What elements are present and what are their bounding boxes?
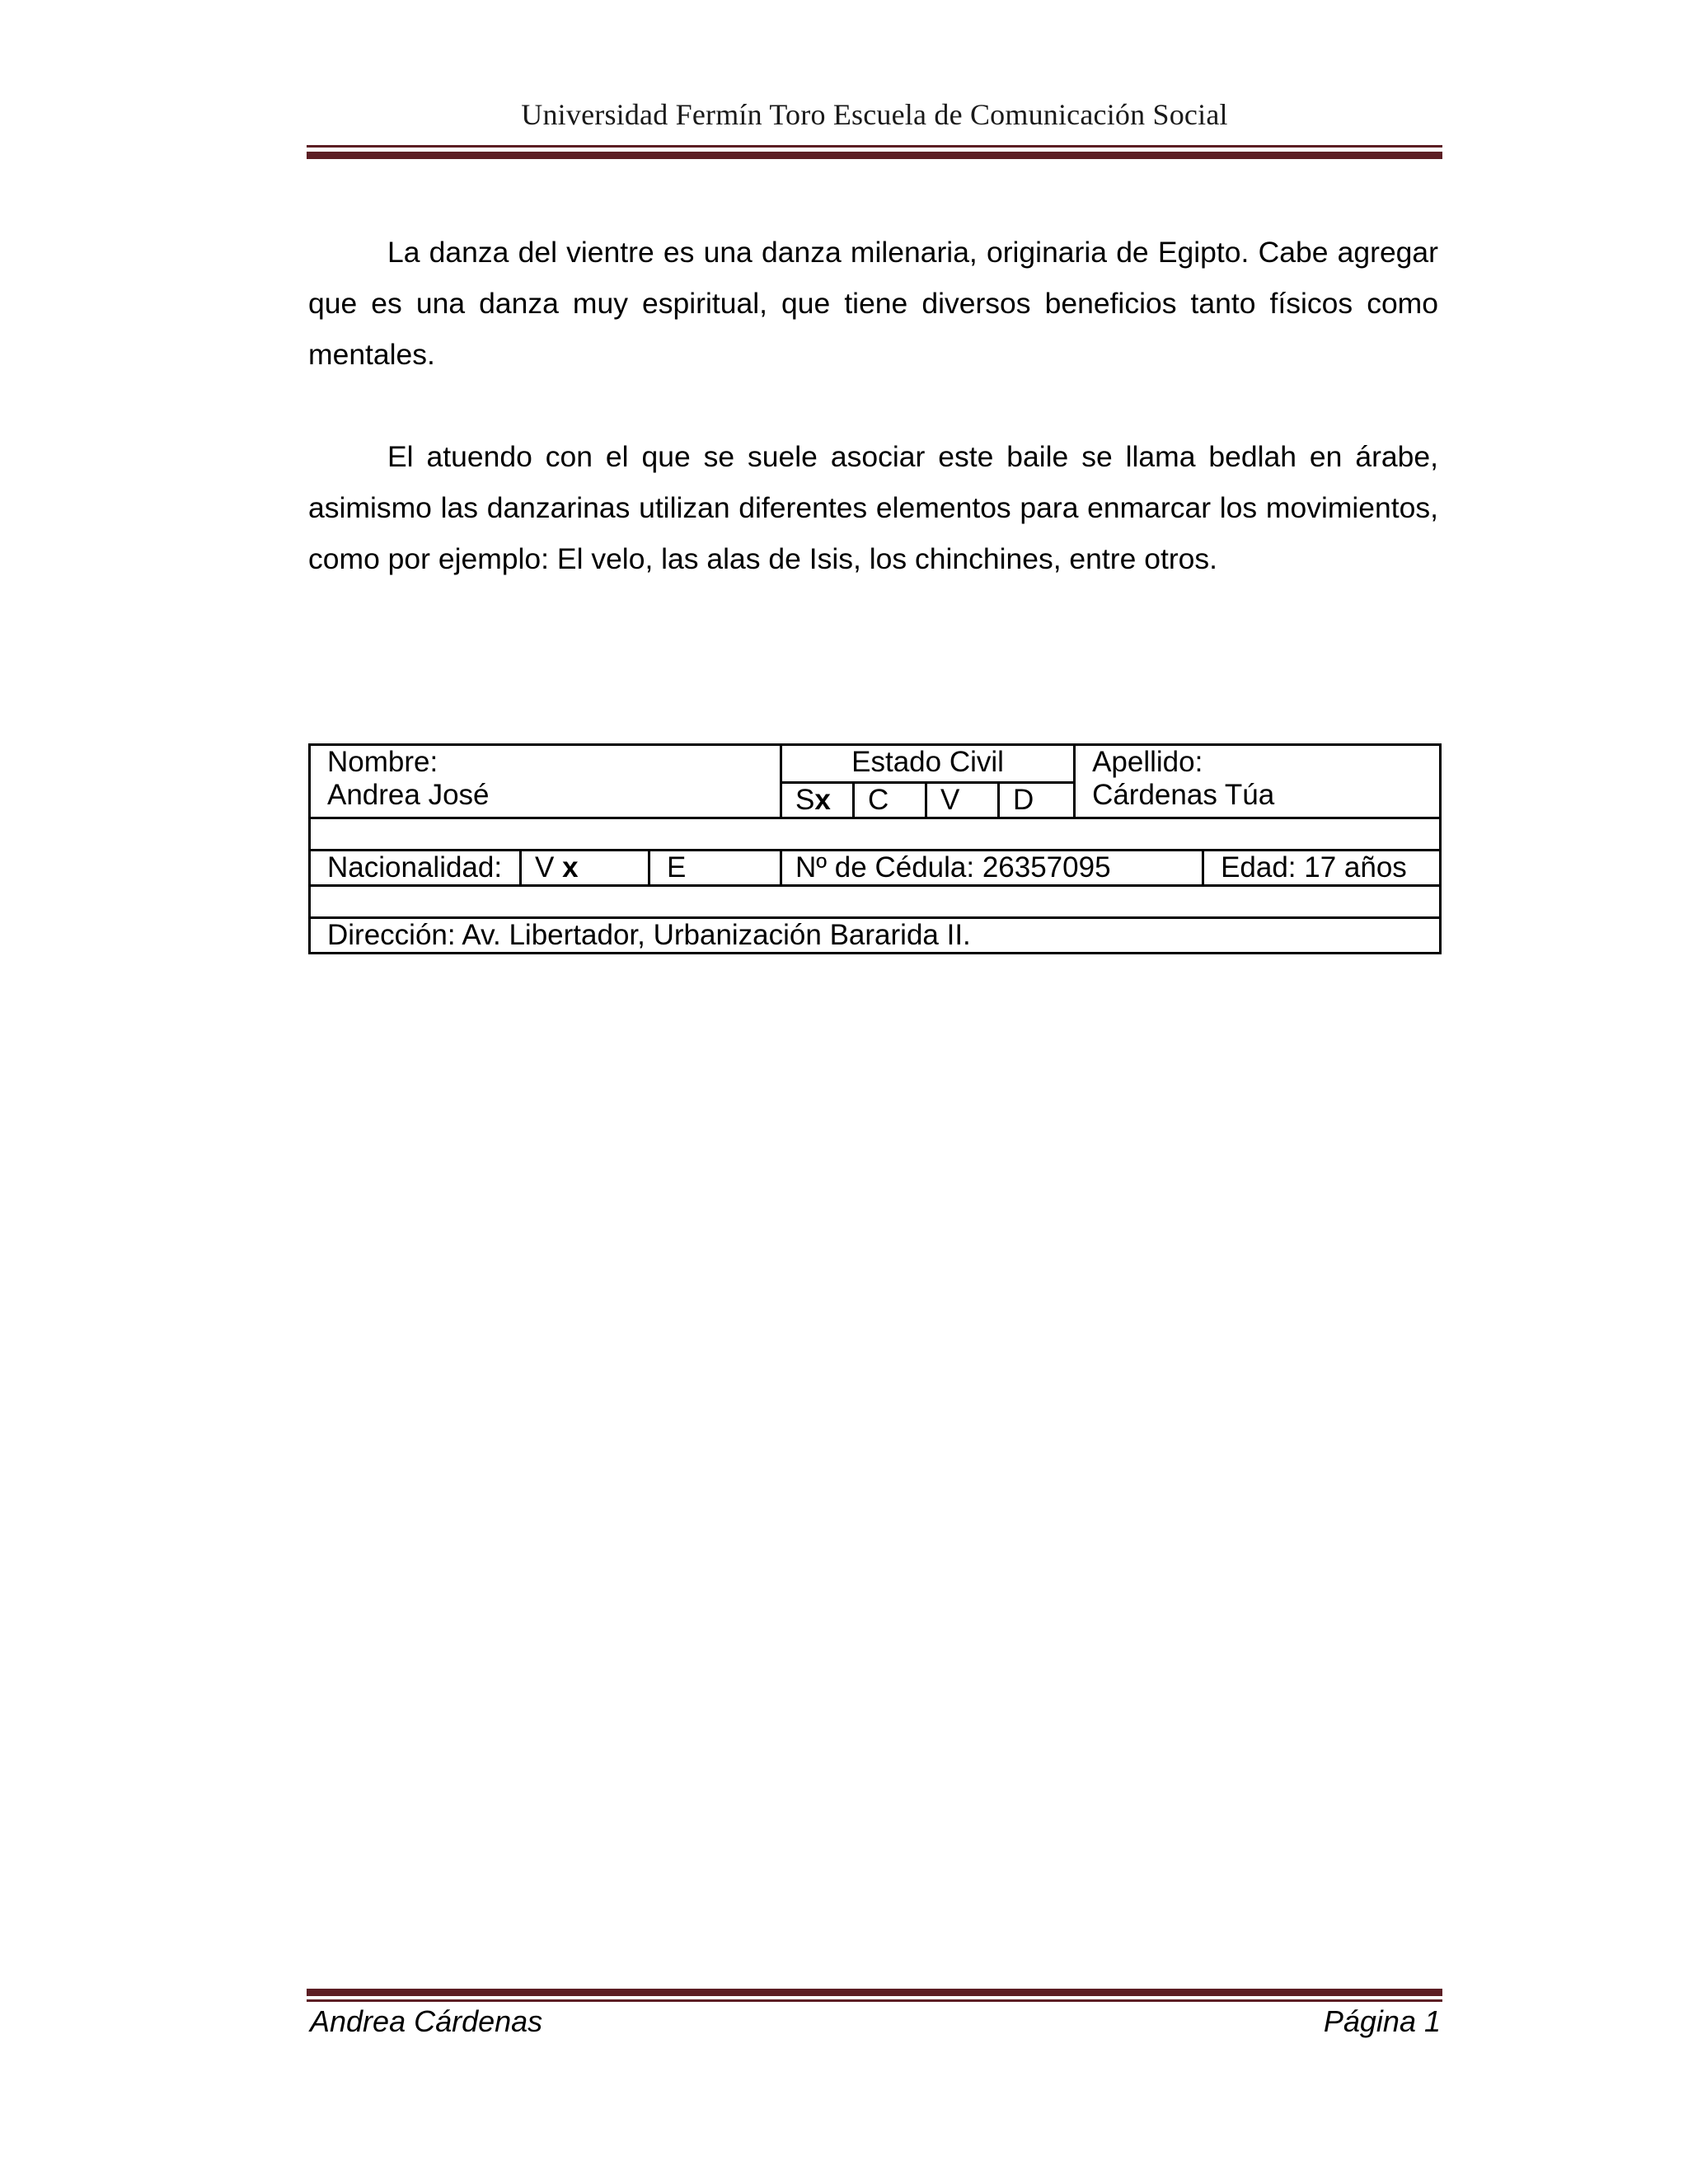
nacionalidad-v-mark: x: [562, 851, 579, 883]
empty-cell: [310, 818, 1441, 851]
estado-civil-label: Estado Civil: [781, 745, 1075, 783]
nacionalidad-venezolano: [521, 851, 649, 886]
footer-rule: [307, 1989, 1442, 2002]
header-rule: [307, 145, 1442, 159]
apellido-value: Cárdenas Túa: [1092, 779, 1275, 811]
page-header-title: Universidad Fermín Toro Escuela de Comunicación Social: [521, 98, 1228, 131]
address-row: [310, 918, 1441, 954]
nombre-value: Andrea José: [327, 779, 490, 811]
nationality-row: [310, 851, 1441, 886]
estado-civil-s-label: S: [795, 784, 815, 816]
direccion-field: Dirección: Av. Libertador, Urbanización Bararida II.: [310, 918, 1441, 954]
apellido-label: Apellido:: [1092, 746, 1203, 778]
document-body: [308, 227, 1438, 635]
nombre-cell: [310, 745, 781, 818]
estado-civil-casado: C: [854, 783, 926, 818]
paragraph-1: La danza del vientre es una danza milenaria, originaria de Egipto. Cabe agregar que es una danza muy espiritual, que tiene diversos beneficios tanto físicos como mentales.: [308, 236, 1438, 371]
nacionalidad-v-label: V: [535, 851, 555, 883]
estado-civil-viudo: V: [926, 783, 999, 818]
nacionalidad-label: Nacionalidad:: [310, 851, 521, 886]
name-row-top: [310, 745, 1441, 783]
paragraph-2: El atuendo con el que se suele asociar este baile se llama bedlah en árabe, asimismo las danzarinas utilizan diferentes elementos para enmarcar los movimientos, como por ejemplo: El velo, las alas de Isis, los chinchines, entre otros.: [308, 440, 1438, 575]
footer-page-number: Página 1: [1323, 2004, 1441, 2038]
estado-civil-soltero: [781, 783, 854, 818]
edad-field: Edad: 17 años: [1203, 851, 1441, 886]
estado-civil-s-mark: x: [814, 784, 831, 816]
personal-info-table: [308, 743, 1442, 954]
nombre-label: Nombre:: [327, 746, 438, 778]
cedula-field: Nº de Cédula: 26357095: [781, 851, 1203, 886]
nacionalidad-extranjero: E: [649, 851, 781, 886]
spacer-row-2: [310, 886, 1441, 918]
apellido-cell: [1075, 745, 1441, 818]
estado-civil-divorciado: D: [999, 783, 1075, 818]
footer-author: Andrea Cárdenas: [310, 2004, 543, 2038]
empty-cell: [310, 886, 1441, 918]
spacer-row-1: [310, 818, 1441, 851]
